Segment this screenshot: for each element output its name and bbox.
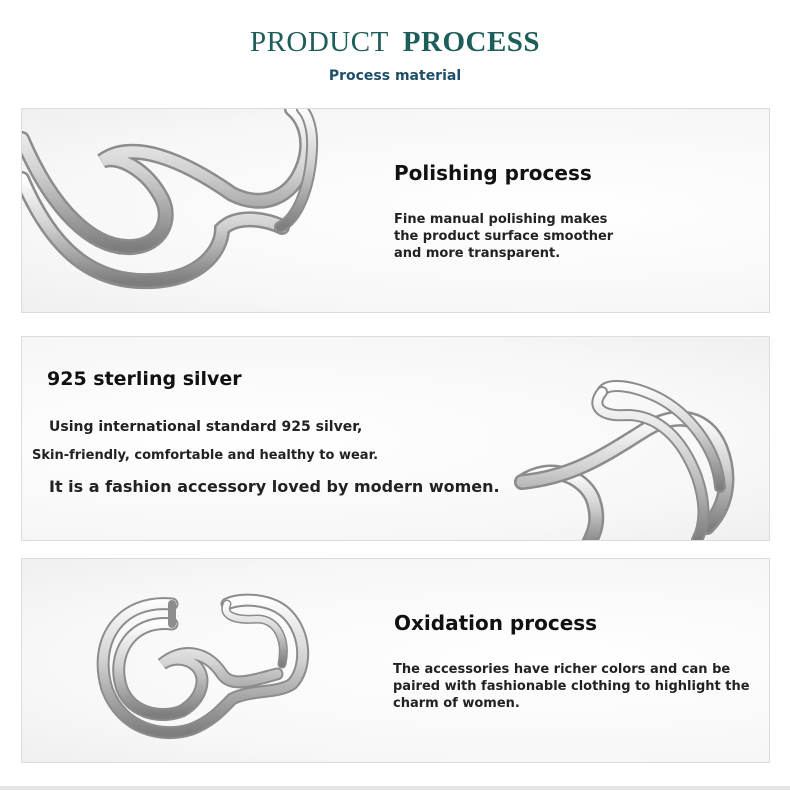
page-title <box>0 26 790 59</box>
bottom-divider <box>0 786 790 790</box>
section-heading: Oxidation process <box>394 611 598 635</box>
ring-closeup-image <box>22 109 322 312</box>
description-line-1: Using international standard 925 silver, <box>49 419 363 435</box>
section-heading: Polishing process <box>394 161 592 185</box>
section-description: Fine manual polishing makes the product surface smoother and more transparent. <box>394 212 614 261</box>
ring-side-image <box>492 337 742 540</box>
section-heading: 925 sterling silver <box>47 368 242 390</box>
title-bold: PROCESS <box>402 26 541 58</box>
oxidation-card <box>21 558 770 763</box>
section-description: The accessories have richer colors and can be paired with fashionable clothing to highlight the charm of women. <box>393 662 750 711</box>
title-light: PRODUCT <box>249 26 389 58</box>
page-subtitle: Process material <box>328 68 462 84</box>
page-header <box>0 0 790 100</box>
polishing-card <box>21 108 770 313</box>
description-line-3: It is a fashion accessory loved by modern women. <box>49 477 500 496</box>
description-line-2: Skin-friendly, comfortable and healthy to wear. <box>32 448 379 463</box>
sterling-silver-card <box>21 336 770 541</box>
ring-front-image <box>82 579 322 763</box>
